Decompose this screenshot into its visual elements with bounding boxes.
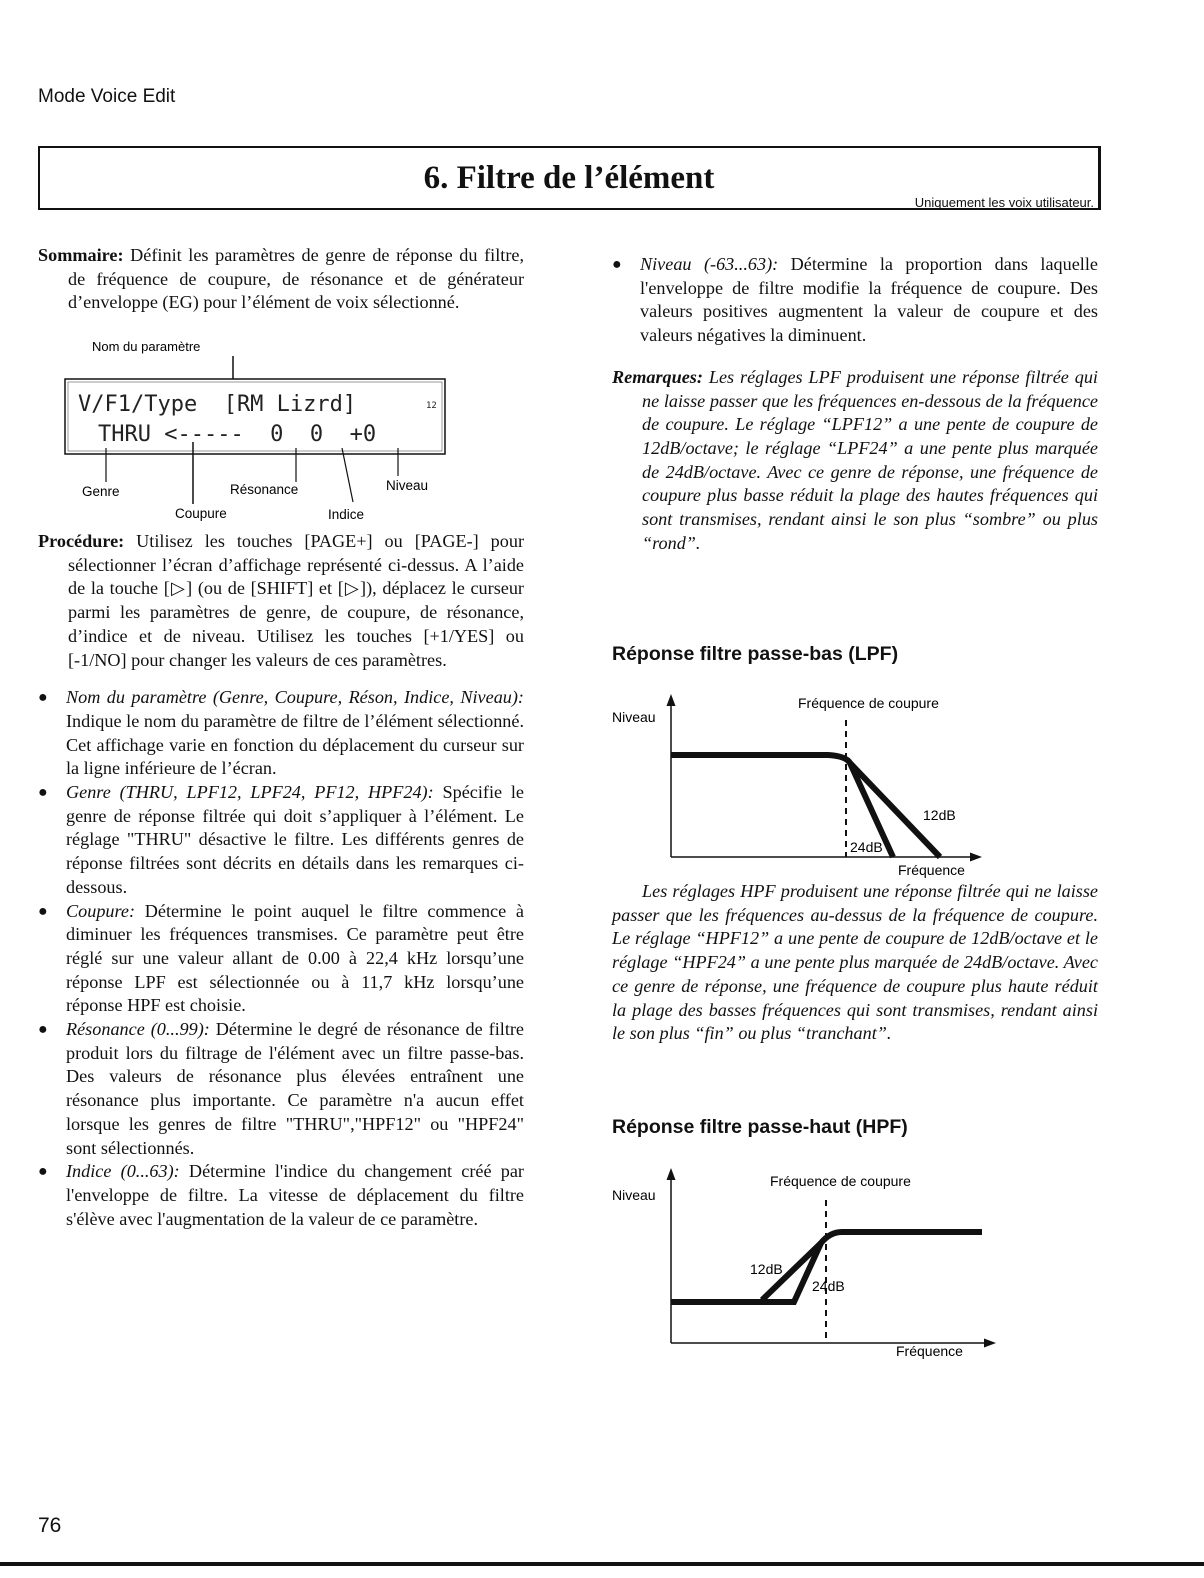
lpf-x-label: Fréquence [898,862,965,878]
bullet-icon: ● [38,1163,48,1181]
bullet-icon: ● [38,1021,48,1039]
bullet-icon: ● [38,689,48,707]
lpf-cutoff-label: Fréquence de coupure [798,695,939,711]
section-header: Mode Voice Edit [38,86,176,107]
hpf-x-label: Fréquence [896,1343,963,1359]
lcd-label-indice: Indice [328,507,365,522]
bullet-text: Détermine l'indice du changement créé par l'enveloppe de filtre. La vitesse de déplacement du filtre s'élève avec l'augmentation de la valeur de ce paramètre. [66,1161,524,1229]
bullet-text: Indique le nom du paramètre de filtre de l’élément sélectionné. Cet affichage varie en fonction du déplacement du curseur sur la ligne inférieure de l’écran. [66,710,524,779]
lcd-line-1-suffix: 12 [426,401,437,411]
left-column [38,244,524,315]
hpf-paragraph: Les réglages HPF produisent une réponse filtrée qui ne laisse passer que les fréquences au-dessus de la fréquence de coupure. Le réglage “HPF12” a une pente de coupure de 12dB/octave et le réglage “HPF24” a une pente plus marquée de 24dB/octave. Avec ce genre de réponse, une fréquence de coupure plus haute réduit la plage des basses fréquences qui sont transmises, rendant ainsi le son plus “fin” ou plus “tranchant”. [612,881,1098,1044]
left-column-lower [38,530,524,1231]
hpf-heading: Réponse filtre passe-haut (HPF) [612,1116,908,1138]
bullet-item [38,1160,524,1231]
hpf-slope-12-label: 12dB [750,1261,783,1277]
lpf-heading: Réponse filtre passe-bas (LPF) [612,643,899,665]
sommaire-paragraph [38,244,524,315]
lpf-slope-12-label: 12dB [923,807,956,823]
bullet-term: Niveau (-63...63): [640,254,779,274]
hpf-y-label: Niveau [612,1187,656,1203]
lcd-label-genre: Genre [82,484,120,499]
remarques-text: Les réglages LPF produisent une réponse filtrée qui ne laisse passer que les fréquences en-dessous de la fréquence de coupure. Le réglage “LPF12” a une pente de coupure de 12dB/octave; le réglage “LPF24” a une pente plus marquée de 24dB/octave. Avec ce genre de réponse, une fréquence de coupure plus basse réduit la plage des hautes fréquences qui sont transmises, rendant ainsi le son plus “sombre” ou plus “rond”. [642,366,1098,553]
bullet-icon: ● [38,902,48,920]
lcd-label-niveau: Niveau [386,478,429,493]
procedure-paragraph [38,530,524,672]
lpf-diagram [600,680,1000,880]
bullet-term: Genre (THRU, LPF12, LPF24, PF12, HPF24): [66,782,434,803]
procedure-text: Utilisez les touches [PAGE+] ou [PAGE-] pour sélectionner l’écran d’affichage représenté ci-dessus. A l’aide de la touche [▷] (ou de [SHIFT] et [▷]), déplacez le curseur parmi les paramètres de genre, de coupure, de résonance, d’indice et de niveau. Utilisez les touches [+1/YES] ou [-1/NO] pour changer les valeurs de ces paramètres. [68,531,524,670]
bullet-icon: ● [612,256,622,273]
bullet-term: Indice (0...63): [66,1161,180,1182]
lcd-line-1: V/F1/Type [RM Lizrd] [78,392,357,417]
lcd-diagram [40,336,460,528]
title-box [38,146,1101,210]
lcd-label-resonance: Résonance [230,482,299,497]
sommaire-label: Sommaire: [38,245,124,265]
bullet-text: Détermine le point auquel le filtre commence à diminuer les fréquences transmises. Ce paramètre peut être réglé sur une valeur allant de 0.00 à 22,4 kHz lorsqu’une réponse LPF est sélectionnée ou à 11,7 kHz lorsqu’une réponse HPF est choisie. [66,900,524,1016]
hpf-slope-24-label: 24dB [812,1278,845,1294]
bullet-term: Nom du paramètre (Genre, Coupure, Réson, Indice, Niveau): [66,687,524,708]
page-subtitle: Uniquement les voix utilisateur. [914,195,1094,210]
page-number: 76 [38,1514,62,1537]
lpf-slope-24-label: 24dB [850,839,883,855]
bullet-item-niveau [612,253,1098,348]
sommaire-text: Définit les paramètres de genre de réponse du filtre, de fréquence de coupure, de résonance et de générateur d’enveloppe (EG) pour l’élément de voix sélectionné. [68,245,524,313]
hpf-text-block [612,880,1098,1046]
bullet-icon: ● [38,784,48,802]
bullet-term: Coupure: [66,900,136,921]
procedure-label: Procédure: [38,531,125,551]
remarques-paragraph [612,366,1098,556]
right-column [612,253,1098,555]
bullet-text: Spécifie le genre de réponse filtrée qui doit s’appliquer à l’élément. Le réglage "THRU" désactive le filtre. Les différents genres de réponse filtrées sont décrits en détails dans les remarques ci-dessous. [66,782,525,897]
bullet-text: Détermine le degré de résonance de filtre produit lors du filtrage de l'élément avec un filtre passe-bas. Des valeurs de résonance plus élevées entraînent une résonance plus importante. Ce paramètre n'a aucun effet lorsque les genres de filtre "THRU","HPF12" ou "HPF24" sont sélectionnés. [66,1019,525,1158]
lcd-label-coupure: Coupure [175,506,227,521]
bottom-rule [0,1562,1204,1566]
hpf-diagram [600,1160,1000,1365]
lcd-line-2: THRU <----- 0 0 +0 [98,422,377,447]
bullet-item [38,781,524,900]
bullet-term: Résonance (0...99): [66,1019,210,1040]
lpf-y-label: Niveau [612,709,656,725]
bullet-item [38,686,524,781]
lcd-param-label: Nom du paramètre [92,339,201,354]
bullet-text: Détermine la proportion dans laquelle l'enveloppe de filtre modifie la fréquence de coupure. Des valeurs positives augmentent la valeur de coupure et des valeurs négatives la diminuent. [640,254,1098,346]
hpf-cutoff-label: Fréquence de coupure [770,1173,911,1189]
page-title: 6. Filtre de l’élément [423,160,715,196]
bullet-item [38,1018,524,1160]
bullet-item [38,900,524,1019]
remarques-label: Remarques: [612,366,703,387]
